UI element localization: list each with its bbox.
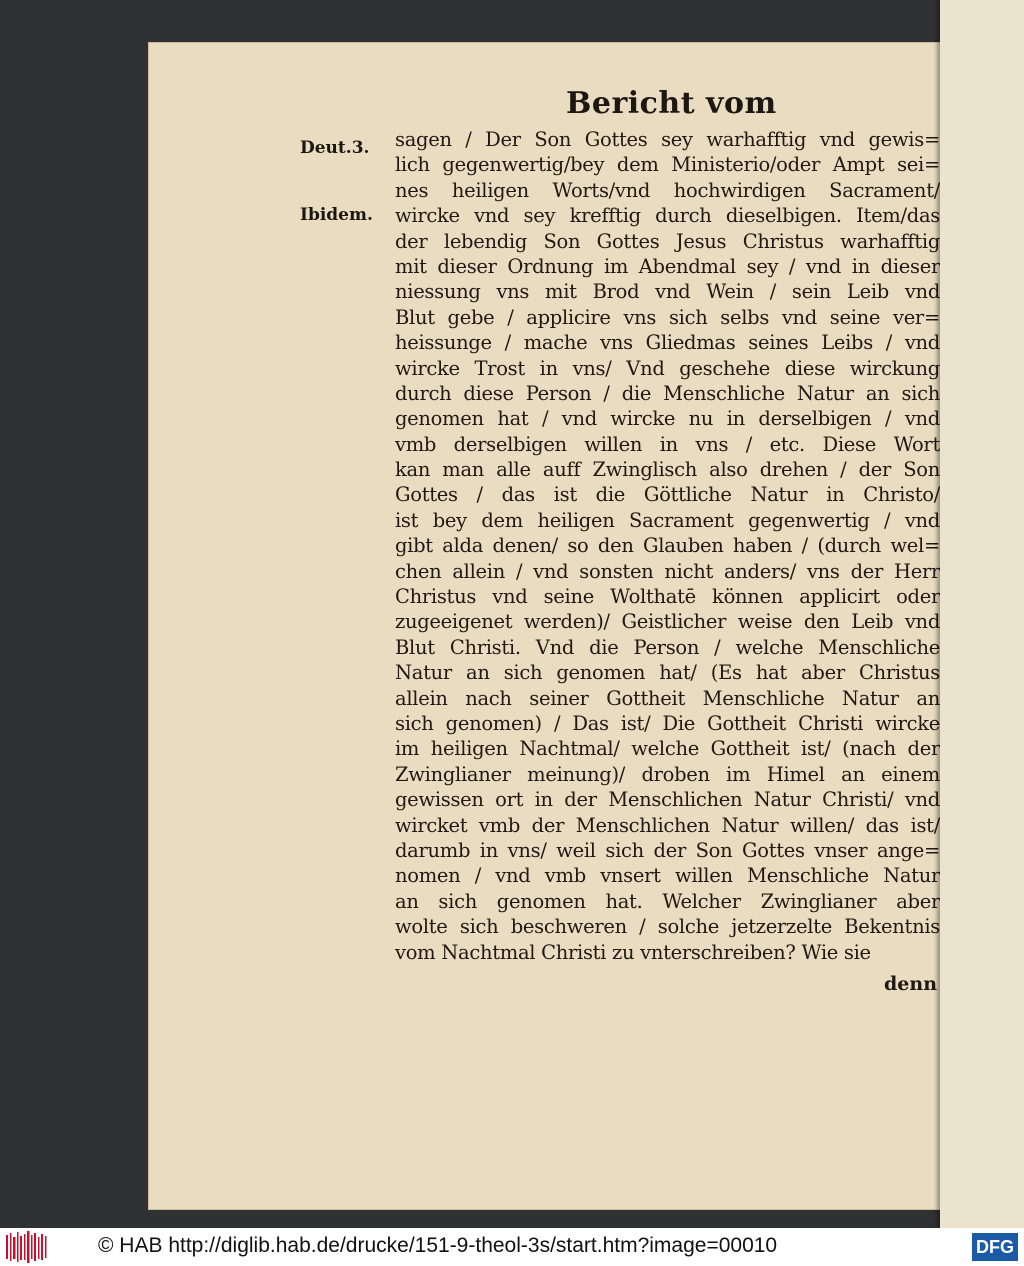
text-line: genomen hat / vnd wircke nu in derselbigen / vnd [395, 407, 940, 431]
text-line: vom Nachtmal Christi zu vnterschreiben? Wie sie [395, 940, 871, 964]
margin-note-ibidem: Ibidem. [300, 205, 373, 225]
catchword: denn [884, 973, 938, 995]
hab-barcode-logo-icon [6, 1231, 48, 1263]
margin-note-deut: Deut.3. [300, 138, 370, 158]
text-line: mit dieser Ordnung im Abendmal sey / vnd in dieser [395, 254, 940, 278]
text-line: gewissen ort in der Menschlichen Natur Christi/ vnd [395, 788, 940, 812]
text-line: kan man alle auff Zwinglisch also drehen / der Son [395, 458, 940, 482]
text-line: ist bey dem heiligen Sacrament gegenwertig / vnd [395, 508, 940, 532]
text-line: allein nach seiner Gottheit Menschliche Natur an [395, 686, 940, 710]
body-text [395, 127, 940, 965]
text-line: chen allein / vnd sonsten nicht anders/ vns der Herr [395, 559, 940, 583]
text-line: Blut gebe / applicire vns sich selbs vnd seine ver= [395, 305, 940, 329]
text-line: zugeeigenet werden)/ Geistlicher weise den Leib vnd [395, 610, 940, 634]
text-line: Christus vnd seine Wolthatē können applicirt oder [395, 585, 940, 609]
text-line: wircke vnd sey krefftig durch dieselbigen. Item/das [395, 204, 940, 228]
text-line: Natur an sich genomen hat/ (Es hat aber Christus [395, 661, 940, 685]
text-line: wircket vmb der Menschlichen Natur willen/ das ist/ [395, 813, 940, 837]
text-line: lich gegenwertig/bey dem Ministerio/oder Ampt sei= [395, 153, 940, 177]
text-line: Blut Christi. Vnd die Person / welche Menschliche [395, 635, 940, 659]
text-line: sich genomen) / Das ist/ Die Gottheit Christi wircke [395, 711, 940, 735]
text-line: im heiligen Nachtmal/ welche Gottheit ist/ (nach der [395, 737, 940, 761]
text-line: der lebendig Son Gottes Jesus Christus warhafftig [395, 229, 940, 253]
text-line: nomen / vnd vmb vnsert willen Menschliche Natur [395, 864, 940, 888]
text-line: niessung vns mit Brod vnd Wein / sein Leib vnd [395, 280, 940, 304]
text-line: wircke Trost in vns/ Vnd geschehe diese wirckung [395, 356, 940, 380]
dfg-logo: DFG [972, 1233, 1018, 1261]
text-line: wolte sich beschweren / solche jetzerzelte Bekentnis [395, 915, 940, 939]
text-line: nes heiligen Worts/vnd hochwirdigen Sacrament/ [395, 178, 940, 202]
text-line: Zwinglianer meinung)/ droben im Himel an einem [395, 762, 940, 786]
running-title: Bericht vom [566, 86, 777, 121]
footer-bar [0, 1228, 1024, 1266]
text-line: darumb in vns/ weil sich der Son Gottes vnser ange= [395, 838, 940, 862]
text-line: heissunge / mache vns Gliedmas seines Leibs / vnd [395, 331, 940, 355]
adjacent-page-edge [940, 0, 1024, 1228]
text-line: Gottes / das ist die Göttliche Natur in Christo/ [395, 483, 940, 507]
text-line: vmb derselbigen willen in vns / etc. Diese Wort [395, 432, 940, 456]
footer-credit: © HAB http://diglib.hab.de/drucke/151-9-theol-3s/start.htm?image=00010 [98, 1234, 778, 1257]
text-line: gibt alda denen/ so den Glauben haben / (durch wel= [395, 534, 940, 558]
text-line: sagen / Der Son Gottes sey warhafftig vnd gewis= [395, 128, 940, 151]
text-line: an sich genomen hat. Welcher Zwinglianer aber [395, 889, 940, 913]
text-line: durch diese Person / die Menschliche Natur an sich [395, 381, 940, 405]
